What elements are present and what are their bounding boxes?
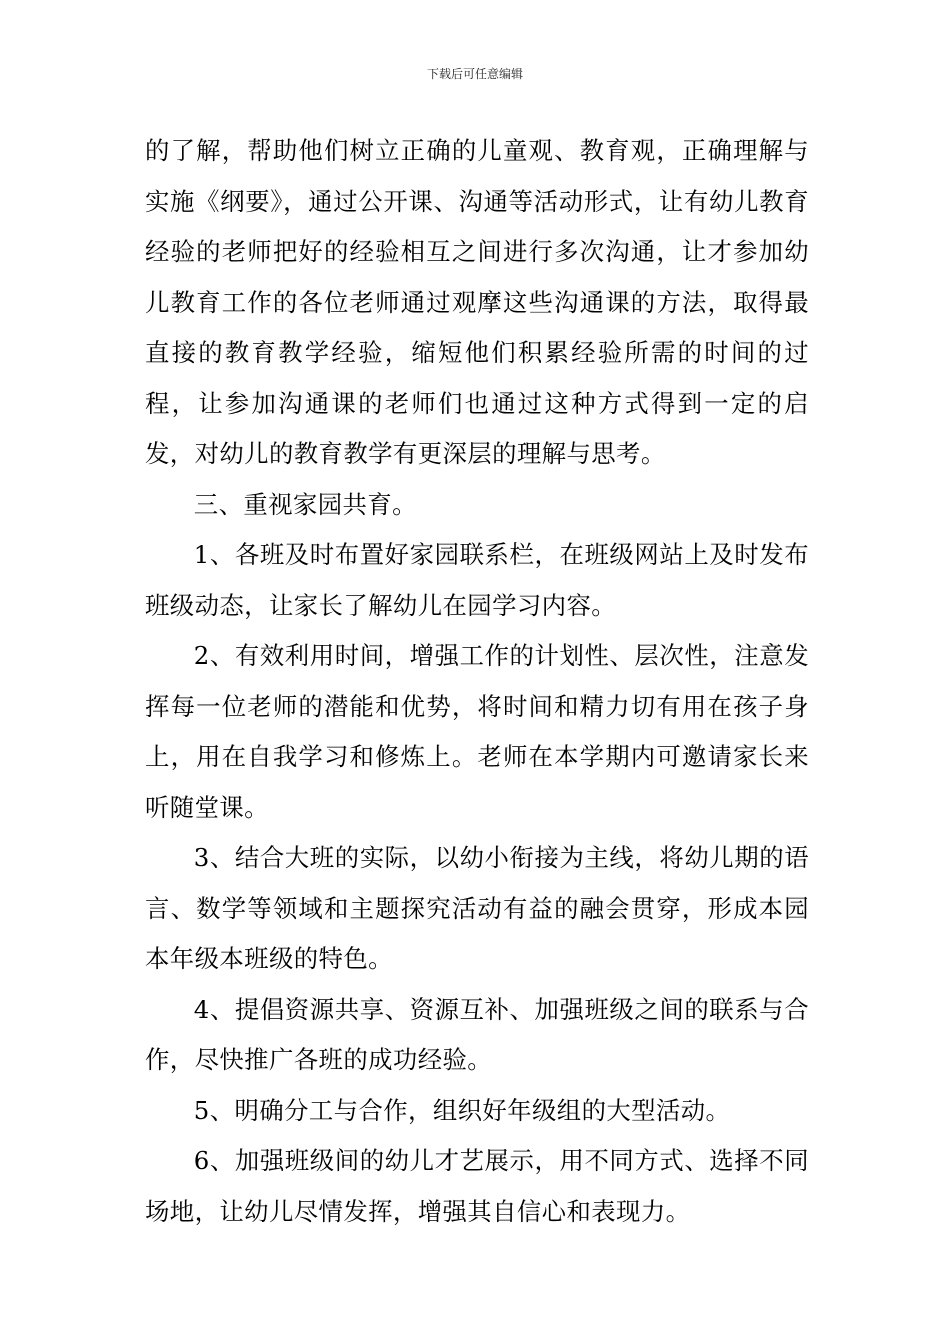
document-body [145, 126, 809, 1237]
paragraph-item-2: 2、有效利用时间，增强工作的计划性、层次性，注意发挥每一位老师的潜能和优势，将时间和精力切有用在孩子身上，用在自我学习和修炼上。老师在本学期内可邀请家长来听随堂课。 [145, 641, 809, 822]
paragraph-item-1: 1、各班及时布置好家园联系栏，在班级网站上及时发布班级动态，让家长了解幼儿在园学习内容。 [145, 540, 809, 620]
paragraph-item-5: 5、明确分工与合作，组织好年级组的大型活动。 [193, 1095, 731, 1125]
section-heading: 三、重视家园共育。 [193, 489, 417, 519]
paragraph-item-3: 3、结合大班的实际，以幼小衔接为主线，将幼儿期的语言、数学等领域和主题探究活动有益的融会贯穿，形成本园本年级本班级的特色。 [145, 843, 809, 973]
paragraph-item-4: 4、提倡资源共享、资源互补、加强班级之间的联系与合作，尽快推广各班的成功经验。 [145, 994, 809, 1074]
paragraph-item-6: 6、加强班级间的幼儿才艺展示，用不同方式、选择不同场地，让幼儿尽情发挥，增强其自信心和表现力。 [145, 1146, 809, 1226]
page-header: 下载后可任意编辑 [426, 67, 523, 81]
paragraph-continued: 的了解，帮助他们树立正确的儿童观、教育观，正确理解与实施《纲要》，通过公开课、沟通等活动形式，让有幼儿教育经验的老师把好的经验相互之间进行多次沟通，让才参加幼儿教育工作的各位老师通过观摩这些沟通课的方法，取得最直接的教育教学经验，缩短他们积累经验所需的时间的过程，让参加沟通课的老师们也通过这种方式得到一定的启发，对幼儿的教育教学有更深层的理解与思考。 [145, 136, 809, 468]
